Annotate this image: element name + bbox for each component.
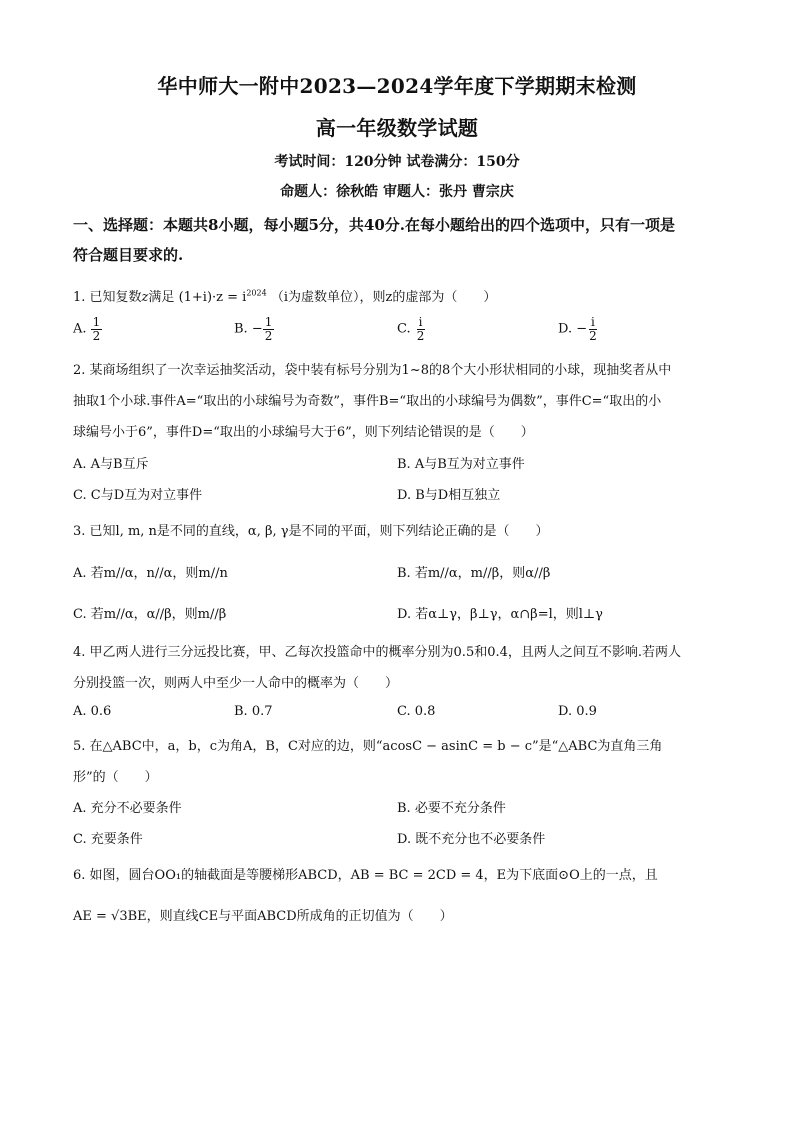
q1-option-a: A. $\frac{1}{2}$: [73, 315, 101, 343]
q2-option-d: D. B与D相互独立: [397, 488, 501, 503]
q5-option-c: C. 充要条件: [73, 832, 143, 847]
q4-option-c: C. 0.8: [397, 704, 436, 719]
question-3-stem: 3. 已知l, m, n是不同的直线，α, β, γ是不同的平面，则下列结论正确的是（ ）: [73, 524, 549, 539]
q4-option-d: D. 0.9: [558, 704, 597, 719]
q1-formula: $(1+i)\cdot z = i^{2024}$: [178, 288, 267, 305]
q2-option-b: B. A与B互为对立事件: [397, 457, 525, 472]
question-1-stem: 1. 已知复数z满足 $(1+i)\cdot z = i^{2024}$ （i为虚数单位），则z的虚部为（ ）: [73, 288, 497, 305]
question-5-line-1: 5. 在△ABC中，a，b，c为角A，B，C对应的边，则“acosC − asinC = b − c”是“△ABC为直角三角: [73, 739, 663, 754]
question-2-line-2: 抽取1个小球.事件A=“取出的小球编号为奇数”，事件B=“取出的小球编号为偶数”，事件C=“取出的小: [73, 394, 662, 409]
question-2-line-3: 球编号小于6”，事件D=“取出的小球编号大于6”，则下列结论错误的是（ ）: [73, 425, 534, 440]
question-5-line-2: 形”的（ ）: [73, 770, 158, 785]
q3-option-a: A. 若m//α，n//α，则m//n: [73, 566, 228, 581]
exam-title: 华中师大一附中2023—2024学年度下学期期末检测: [157, 74, 637, 98]
q1-option-b: B. − $\frac{1}{2}$: [234, 315, 273, 343]
question-4-line-2: 分别投篮一次，则两人中至少一人命中的概率为（ ）: [73, 676, 399, 691]
q3-option-b: B. 若m//α，m//β，则α//β: [397, 566, 551, 581]
section-heading: 一、选择题：本题共8小题，每小题5分，共40分.在每小题给出的四个选项中，只有一项是: [73, 216, 675, 234]
question-6-line-2: AE = √3BE，则直线CE与平面ABCD所成角的正切值为（ ）: [73, 909, 453, 924]
exam-authors: 命题人：徐秋皓 审题人：张丹 曹宗庆: [280, 184, 514, 200]
q5-option-b: B. 必要不充分条件: [397, 801, 506, 816]
q1-option-d: D. − $\frac{i}{2}$: [558, 315, 597, 343]
q1-option-c: C. $\frac{i}{2}$: [397, 315, 425, 343]
q5-option-a: A. 充分不必要条件: [73, 801, 182, 816]
q4-option-a: A. 0.6: [73, 704, 112, 719]
q2-option-a: A. A与B互斥: [73, 457, 149, 472]
exam-info: 考试时间：120分钟 试卷满分：150分: [274, 154, 520, 170]
q2-option-c: C. C与D互为对立事件: [73, 488, 203, 503]
q3-option-d: D. 若α⊥γ，β⊥γ，α∩β=l，则l⊥γ: [397, 607, 603, 622]
exam-subtitle: 高一年级数学试题: [315, 116, 479, 140]
question-2-line-1: 2. 某商场组织了一次幸运抽奖活动，袋中装有标号分别为1~8的8个大小形状相同的小球，现抽奖者从中: [73, 363, 672, 378]
q4-option-b: B. 0.7: [234, 704, 273, 719]
q5-option-d: D. 既不充分也不必要条件: [397, 832, 546, 847]
question-6-line-1: 6. 如图，圆台OO₁的轴截面是等腰梯形ABCD，AB = BC = 2CD = 4，E为下底面⊙O上的一点，且: [73, 868, 658, 883]
q3-option-c: C. 若m//α，α//β，则m//β: [73, 607, 227, 622]
question-4-line-1: 4. 甲乙两人进行三分远投比赛，甲、乙每次投篮命中的概率分别为0.5和0.4，且两人之间互不影响.若两人: [73, 645, 682, 660]
section-heading-cont: 符合题目要求的.: [73, 246, 184, 264]
